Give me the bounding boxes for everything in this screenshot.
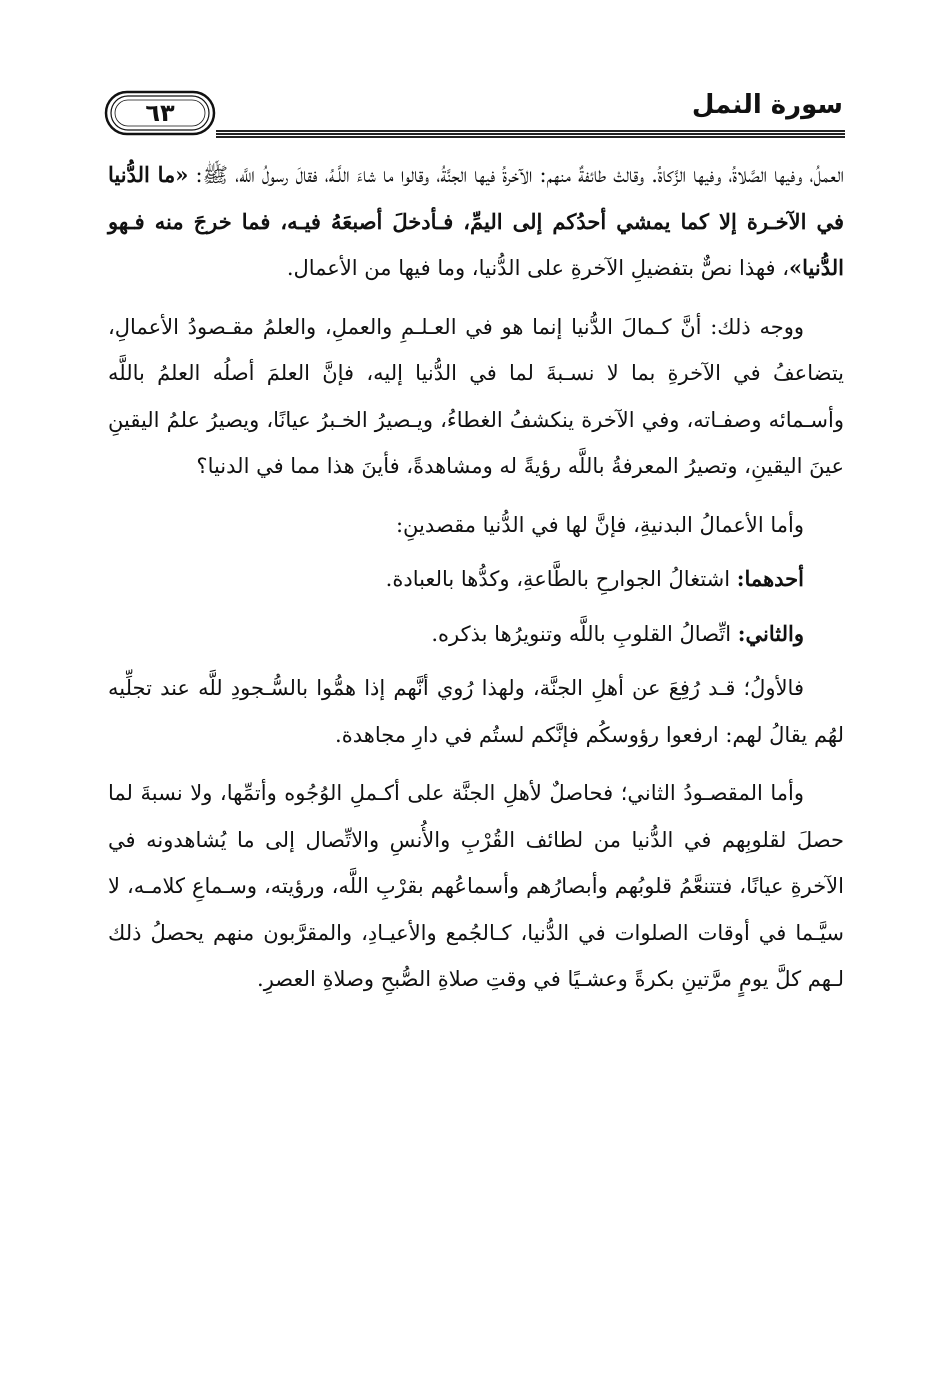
paragraph-5-text: اتِّصالُ القلوبِ باللَّه وتنويرُها بذكره.: [431, 621, 738, 646]
page-header: [0, 0, 949, 140]
paragraph-6: فالأولُ؛ قـد رُفِعَ عن أهلِ الجنَّة، ولهذا رُوي أنَّهم إذا همُّوا بالسُّـجودِ للَّه عند تجلِّيه لهُم يقالُ لهم: ارفعوا رؤوسكُم فإنَّكم لستُم في دارِ مجاهدة.: [108, 676, 844, 747]
paragraph-1-text-end: ، فهذا نصٌّ بتفضيلِ الآخرةِ على الدُّنيا، وما فيها من الأعمال.: [286, 256, 790, 280]
header-divider: [216, 130, 845, 138]
paragraph-4: [108, 556, 844, 603]
paragraph-5-label: والثاني:: [737, 620, 804, 646]
paragraph-7: وأما المقصـودُ الثاني؛ فحاصلٌ لأهلِ الجنَّة على أكـملِ الوُجُوه وأتمِّها، ولا نسبةَ لما حصلَ لقلوبِهم في الدُّنيا من لطائف القُرْبِ والأُنسِ والاتِّصال إلى ما يُشاهدونه في الآخرةِ عيانًا، فتتنعَّمُ قلوبُهم وأبصارُهم وأسماعُهم بقرْبِ اللَّه، ورؤيته، وسـماعِ كلامـه، لا سيَّـما في أوقات الصلوات في الدُّنيا، كـالجُمع والأعيـادِ، والمقرَّبون منهم يحصلُ ذلك لـهم كلَّ يومٍ مرَّتينِ بكرةً وعشـيًا في وقتِ صلاةِ الصُّبحِ وصلاةِ العصرِ.: [108, 781, 844, 991]
paragraph-4-label: أحدهما:: [736, 566, 804, 591]
paragraph-5: [108, 611, 844, 658]
page-number: ٦٣: [145, 99, 175, 127]
paragraph-1: [108, 152, 844, 292]
paragraph-4-text: اشتغالُ الجوارحِ بالطَّاعةِ، وكدُّها بالعبادة.: [385, 567, 737, 591]
hadith-quote: «ما الدُّنيا في الآخـرة إلا كما يمشي أحدُكم إلى اليمِّ، فـأدخلَ أصبعَهُ فيـه، فما خرجَ منه فـهو الدُّنيا»: [108, 162, 844, 280]
paragraph-2: ووجه ذلك: أنَّ كـمالَ الدُّنيا إنما هو في العـلـمِ والعملِ، والعلمُ مقـصودُ الأعمالِ، يتضاعفُ في الآخرةِ بما لا نسـبةَ لما في الدُّنيا إليه، فإنَّ العلمَ أصلُه العلمُ باللَّه وأسـمائه وصفـاته، وفي الآخرة ينكشفُ الغطاءُ، ويـصيرُ الخـبرُ عيانًا، ويصيرُ علمُ اليقينِ عينَ اليقينِ، وتصيرُ المعرفةُ باللَّه رؤيةً له ومشاهدةً، فأينَ هذا مما في الدنيا؟: [108, 314, 844, 478]
page-body: [108, 152, 844, 1015]
page-number-badge: [104, 90, 216, 136]
surah-title: سورة النمل: [691, 90, 843, 120]
paragraph-3: وأما الأعمالُ البدنيةِ، فإنَّ لها في الدُّنيا مقصدينِ:: [395, 512, 804, 537]
paragraph-1-text-start: العملُ، وفيها الصَّلاةُ، وفيها الزَّكاةُ. وقالتْ طائفةٌ منهم: الآخرةُ فيها الجنَّةُ، وقالوا ما شاءَ اللَّـهُ، فقالَ رسولُ اللَّه، ﷺ:: [188, 163, 844, 187]
